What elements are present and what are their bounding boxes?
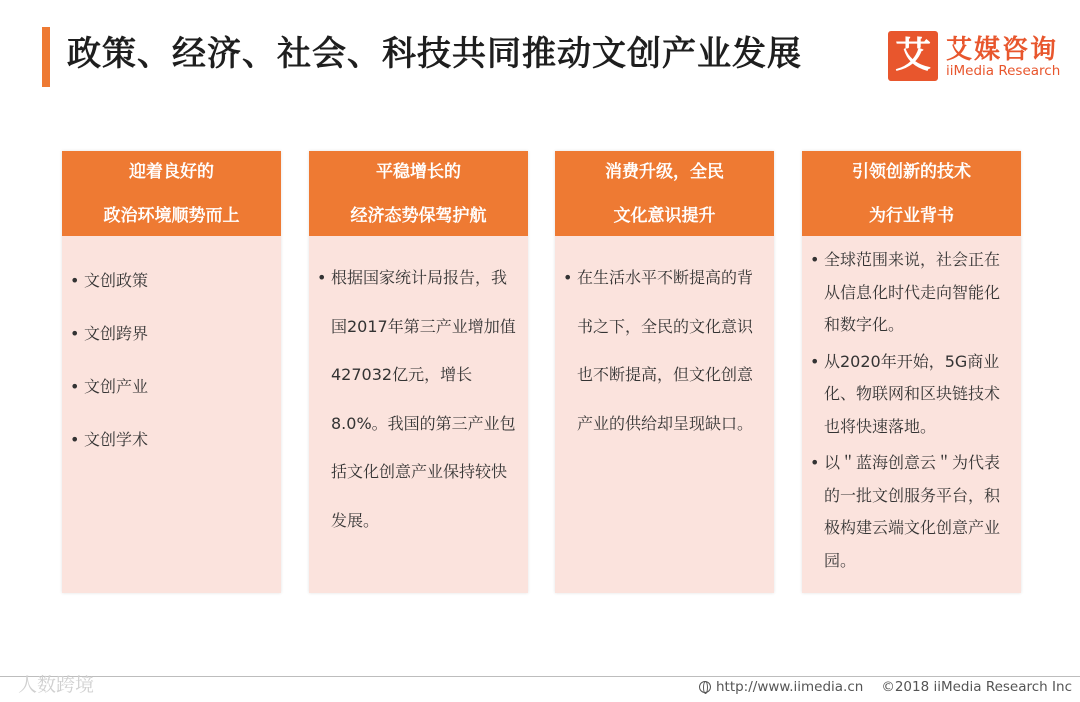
logo-mark-icon: 艾	[888, 31, 938, 81]
card-body	[62, 236, 281, 466]
list-item: • 文创产业	[70, 360, 271, 413]
list-item: • 文创学术	[70, 413, 271, 466]
watermark: 人数跨境	[18, 674, 95, 696]
list-item: • 全球范围来说，社会正在从信息化时代走向智能化和数字化。	[810, 244, 1011, 342]
card-header-line: 文化意识提升	[613, 205, 716, 226]
logo	[888, 31, 1068, 81]
list-item: • 以＂蓝海创意云＂为代表的一批文创服务平台，积极构建云端文化创意产业园。	[810, 447, 1011, 577]
card-header-line: 消费升级，全民	[605, 161, 724, 182]
list-item: • 从2020年开始，5G商业化、物联网和区块链技术也将快速落地。	[810, 346, 1011, 444]
footer-divider	[0, 676, 1080, 677]
footer-copyright: ©2018 iiMedia Research Inc	[881, 679, 1072, 695]
logo-name-cn: 艾媒咨询	[946, 35, 1059, 65]
card-society	[555, 151, 774, 593]
card-header-line: 为行业背书	[869, 205, 954, 226]
card-header	[62, 151, 281, 236]
card-header	[802, 151, 1021, 236]
list-item: • 文创跨界	[70, 307, 271, 360]
title-accent-bar	[42, 27, 50, 87]
globe-icon	[699, 681, 711, 693]
bullet-list	[563, 254, 764, 448]
bullet-list	[70, 254, 271, 466]
footer-url-link[interactable]: http://www.iimedia.cn	[715, 679, 864, 695]
card-body	[309, 236, 528, 545]
list-item: • 文创政策	[70, 254, 271, 307]
bullet-list	[810, 244, 1011, 577]
card-body	[555, 236, 774, 448]
bullet-list	[317, 254, 518, 545]
card-politics	[62, 151, 281, 593]
list-item: • 在生活水平不断提高的背书之下，全民的文化意识也不断提高，但文化创意产业的供给却呈现缺口。	[563, 254, 764, 448]
footer-info	[699, 679, 1072, 695]
card-header-line: 引领创新的技术	[852, 161, 971, 182]
card-body	[802, 236, 1021, 577]
card-header-line: 平稳增长的	[376, 161, 461, 182]
card-technology	[802, 151, 1021, 593]
page-title: 政策、经济、社会、科技共同推动文创产业发展	[67, 34, 802, 74]
card-header	[555, 151, 774, 236]
card-economy	[309, 151, 528, 593]
card-header-line: 经济态势保驾护航	[350, 205, 487, 226]
card-header-line: 政治环境顺势而上	[103, 205, 240, 226]
card-header-line: 迎着良好的	[129, 161, 214, 182]
logo-name-en: iiMedia Research	[946, 63, 1061, 79]
card-header	[309, 151, 528, 236]
list-item: • 根据国家统计局报告，我国2017年第三产业增加值427032亿元，增长8.0%。我国的第三产业包括文化创意产业保持较快发展。	[317, 254, 518, 545]
